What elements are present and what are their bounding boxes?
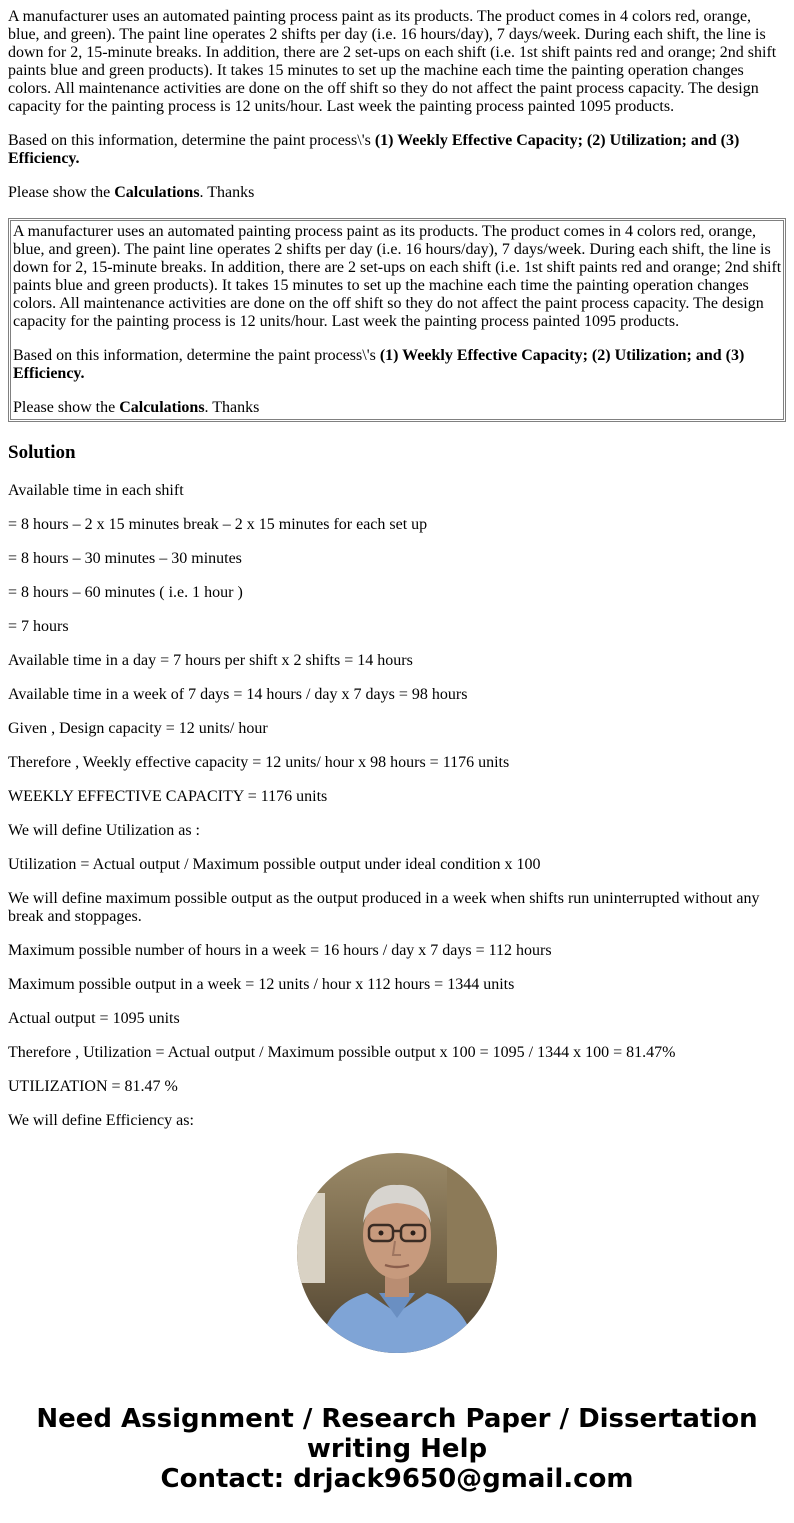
question-show-bold: Calculations [114, 184, 200, 201]
solution-line: Utilization = Actual output / Maximum possible output under ideal condition x 100 [8, 856, 541, 873]
question-box [8, 218, 786, 422]
promo-contact: Contact: drjack9650@gmail.com [160, 1464, 634, 1494]
question-box-inner [10, 220, 784, 420]
solution-line: UTILIZATION = 81.47 % [8, 1078, 178, 1095]
solution-line: Given , Design capacity = 12 units/ hour [8, 720, 268, 737]
question-box-task: Based on this information, determine the paint process\'s (1) Weekly Effective Capacity; (2) Utilization; and (3) Efficiency. [13, 347, 745, 382]
question-box-show-bold: Calculations [119, 399, 205, 416]
solution-line: We will define Utilization as : [8, 822, 200, 839]
solution-line: Available time in each shift [8, 482, 184, 499]
promo-line-1: Need Assignment / Research Paper / Dissertation [36, 1404, 758, 1434]
question-box-task-bold: (1) Weekly Effective Capacity; (2) Utilization; and (3) Efficiency. [13, 347, 745, 382]
question-task-bold: (1) Weekly Effective Capacity; (2) Utilization; and (3) Efficiency. [8, 132, 740, 167]
solution-line: = 7 hours [8, 618, 69, 635]
question-box-show: Please show the Calculations. Thanks [13, 399, 260, 416]
question-show: Please show the Calculations. Thanks [8, 184, 255, 201]
author-avatar [297, 1153, 497, 1353]
solution-line: = 8 hours – 2 x 15 minutes break – 2 x 15 minutes for each set up [8, 516, 428, 533]
solution-line: = 8 hours – 30 minutes – 30 minutes [8, 550, 242, 567]
solution-line: WEEKLY EFFECTIVE CAPACITY = 1176 units [8, 788, 328, 805]
avatar-portrait-icon [297, 1153, 497, 1353]
solution-line: Maximum possible output in a week = 12 units / hour x 112 hours = 1344 units [8, 976, 515, 993]
solution-line: Maximum possible number of hours in a week = 16 hours / day x 7 days = 112 hours [8, 942, 552, 959]
solution-line: Available time in a week of 7 days = 14 hours / day x 7 days = 98 hours [8, 686, 468, 703]
solution-line: Actual output = 1095 units [8, 1010, 180, 1027]
question-intro: A manufacturer uses an automated painting process paint as its products. The product comes in 4 colors red, orange, blue, and green). The paint line operates 2 shifts per day (i.e. 16 hours/day), 7 days/week. During each shift, the line is down for 2, 15-minute breaks. In addition, there are 2 set-ups on each shift (i.e. 1st shift paints red and orange; 2nd shift paints blue and green products). It takes 15 minutes to set up the machine each time the painting operation changes colors. All maintenance activities are done on the off shift so they do not affect the paint process capacity. The design capacity for the painting process is 12 units/hour. Last week the painting process painted 1095 products. [8, 8, 777, 115]
promo-banner [0, 1404, 794, 1494]
question-box-intro: A manufacturer uses an automated painting process paint as its products. The product comes in 4 colors red, orange, blue, and green). The paint line operates 2 shifts per day (i.e. 16 hours/day), 7 days/week. During each shift, the line is down for 2, 15-minute breaks. In addition, there are 2 set-ups on each shift (i.e. 1st shift paints red and orange; 2nd shift paints blue and green products). It takes 15 minutes to set up the machine each time the painting operation changes colors. All maintenance activities are done on the off shift so they do not affect the paint process capacity. The design capacity for the painting process is 12 units/hour. Last week the painting process painted 1095 products. [13, 223, 782, 330]
promo-line-2: writing Help [306, 1434, 488, 1464]
solution-line: We will define Efficiency as: [8, 1112, 194, 1129]
question-task: Based on this information, determine the paint process\'s (1) Weekly Effective Capacity; (2) Utilization; and (3) Efficiency. [8, 132, 740, 167]
solution-line: Therefore , Weekly effective capacity = 12 units/ hour x 98 hours = 1176 units [8, 754, 510, 771]
solution-heading: Solution [8, 442, 76, 463]
solution-body [8, 482, 786, 1130]
solution-line: = 8 hours – 60 minutes ( i.e. 1 hour ) [8, 584, 243, 601]
solution-line: We will define maximum possible output as the output produced in a week when shifts run uninterrupted without any break and stoppages. [8, 890, 760, 925]
solution-line: Available time in a day = 7 hours per shift x 2 shifts = 14 hours [8, 652, 413, 669]
solution-line: Therefore , Utilization = Actual output / Maximum possible output x 100 = 1095 / 1344 x 100 = 81.47% [8, 1044, 676, 1061]
